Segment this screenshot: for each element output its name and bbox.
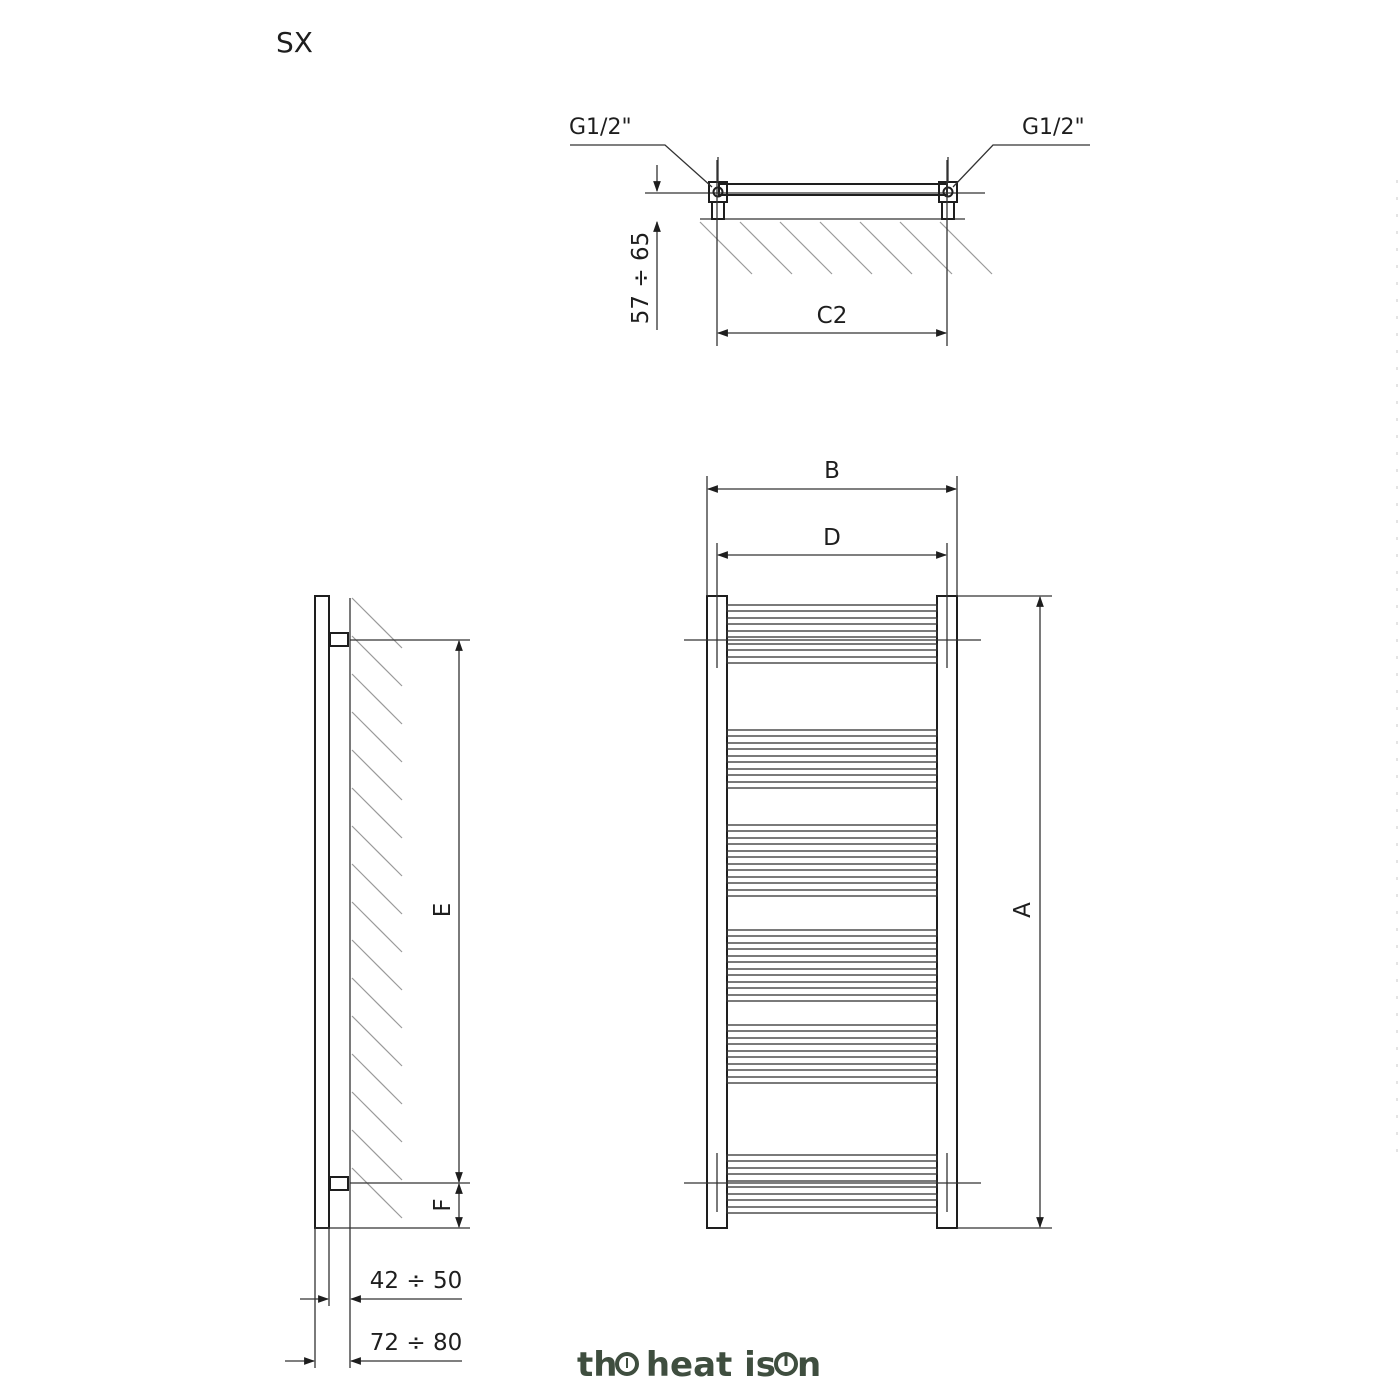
hatch-line	[352, 674, 402, 724]
heating-tube	[727, 825, 937, 831]
left-connection-leader	[570, 145, 712, 187]
f-label: F	[430, 1198, 456, 1212]
hatch-line	[352, 1168, 402, 1218]
right-connection-leader	[953, 145, 1090, 187]
left-vertical-collector	[707, 596, 727, 1228]
heating-tube	[727, 743, 937, 749]
heating-tube	[727, 851, 937, 857]
hatch-line	[900, 222, 952, 274]
heating-tube	[727, 838, 937, 844]
hatch-line	[700, 222, 752, 274]
heating-tube	[727, 877, 937, 883]
left-connection-label: G1/2"	[569, 115, 632, 140]
heating-tube	[727, 930, 937, 936]
heating-tube	[727, 956, 937, 962]
depth-range-label: 57 ÷ 65	[628, 231, 654, 325]
model-title: SX	[276, 26, 313, 59]
heating-tube	[727, 1077, 937, 1083]
heating-tube	[727, 605, 937, 611]
heating-tube	[727, 631, 937, 637]
heating-tube	[727, 864, 937, 870]
brand-text-part2: heat is	[634, 1345, 788, 1385]
d-label: D	[823, 525, 841, 551]
hatch-line	[352, 826, 402, 876]
heating-tube	[727, 982, 937, 988]
heating-tube	[727, 782, 937, 788]
heating-tube	[727, 995, 937, 1001]
hatch-line	[740, 222, 792, 274]
heating-tube	[727, 730, 937, 736]
heating-tube	[727, 969, 937, 975]
hatch-line	[352, 1016, 402, 1066]
hatch-line	[820, 222, 872, 274]
side-view	[285, 596, 470, 1368]
heating-tube	[727, 618, 937, 624]
right-connection-label: G1/2"	[1022, 115, 1085, 140]
e-label: E	[430, 902, 456, 918]
heating-tube	[727, 769, 937, 775]
hatch-line	[352, 1054, 402, 1104]
upper-wall-bracket	[330, 633, 348, 646]
right-wall-spacer	[942, 202, 954, 219]
heating-tube	[727, 1168, 937, 1174]
front-view	[684, 458, 1052, 1228]
heating-tube	[727, 657, 937, 663]
heating-tube	[727, 1194, 937, 1200]
heating-tube	[727, 890, 937, 896]
hatch-line	[352, 940, 402, 990]
hatch-line	[940, 222, 992, 274]
hatch-line	[352, 788, 402, 838]
wall-hatching-top	[700, 222, 992, 274]
heating-tube	[727, 943, 937, 949]
hatch-line	[352, 1130, 402, 1180]
a-label: A	[1010, 902, 1036, 918]
hatch-line	[352, 978, 402, 1028]
brand-text-part3: n	[797, 1345, 822, 1385]
heating-tube	[727, 1181, 937, 1187]
lower-wall-bracket	[330, 1177, 348, 1190]
c2-label: C2	[816, 303, 848, 329]
b-label: B	[824, 458, 840, 484]
hatch-line	[352, 712, 402, 762]
hatch-line	[352, 1092, 402, 1142]
heating-tube	[727, 756, 937, 762]
horizontal-tubes	[727, 605, 937, 1213]
heating-tube	[727, 1051, 937, 1057]
outer-depth-label: 72 ÷ 80	[369, 1330, 463, 1356]
hatch-line	[352, 902, 402, 952]
left-wall-spacer	[712, 202, 724, 219]
heating-tube	[727, 1207, 937, 1213]
hatch-line	[780, 222, 832, 274]
hatch-line	[352, 750, 402, 800]
brand-text-part1: th	[577, 1345, 618, 1385]
radiator-side-profile	[315, 596, 329, 1228]
heating-tube	[727, 644, 937, 650]
hatch-line	[860, 222, 912, 274]
heating-tube	[727, 1064, 937, 1070]
top-view	[569, 115, 1090, 346]
hatch-line	[352, 636, 402, 686]
heating-tube	[727, 1155, 937, 1161]
heating-tube	[727, 1038, 937, 1044]
right-vertical-collector	[937, 596, 957, 1228]
inner-depth-label: 42 ÷ 50	[369, 1268, 463, 1294]
brand-logo	[577, 1345, 821, 1385]
heating-tube	[727, 1025, 937, 1031]
hatch-line	[352, 864, 402, 914]
wall-hatching-side	[352, 598, 402, 1218]
